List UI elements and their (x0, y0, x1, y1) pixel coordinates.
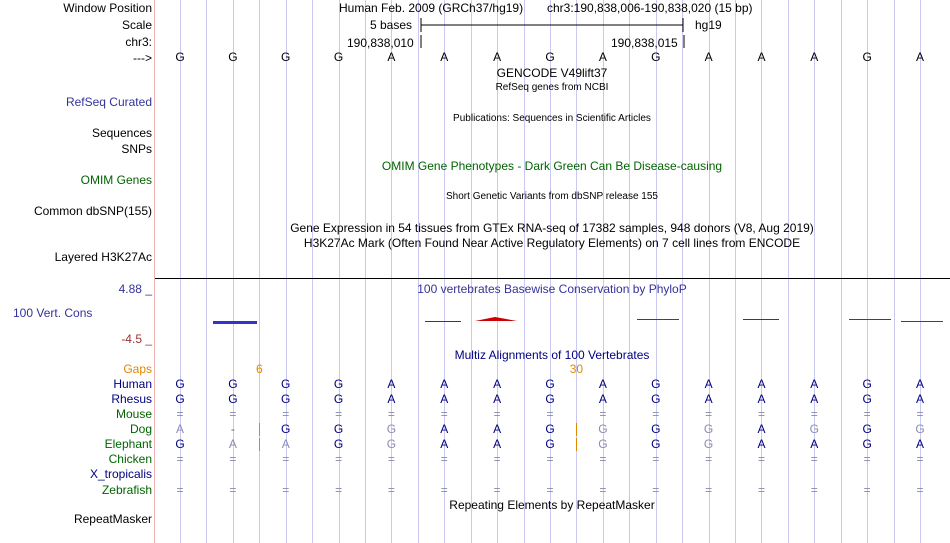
aligned-base: = (546, 452, 554, 466)
aligned-base: A (493, 392, 502, 406)
reference-base: G (333, 50, 344, 64)
gridline (735, 0, 736, 543)
aligned-base: A (387, 377, 396, 391)
reference-base: A (493, 50, 502, 64)
aligned-base: G (862, 392, 872, 406)
gridline (894, 0, 895, 543)
aligned-base: A (810, 437, 819, 451)
aligned-base: = (757, 407, 765, 421)
aligned-base: = (176, 452, 184, 466)
aligned-base: = (335, 407, 343, 421)
aligned-base: = (810, 483, 818, 497)
coord-left: 190,838,010 (347, 36, 414, 50)
species-label-mouse[interactable]: Mouse (115, 407, 152, 421)
reference-base: G (228, 50, 238, 64)
scale-label: Scale (121, 18, 152, 32)
reference-base: A (598, 50, 607, 64)
aligned-base: = (493, 407, 501, 421)
label-column-border (154, 0, 155, 543)
aligned-base: G (228, 377, 238, 391)
aligned-base: = (282, 452, 290, 466)
aligned-base: = (863, 483, 871, 497)
aligned-base: G (809, 422, 819, 436)
aligned-base: = (757, 483, 765, 497)
aligned-base: = (440, 452, 448, 466)
aligned-base: G (651, 392, 661, 406)
aligned-base: A (493, 437, 502, 451)
gap-insertion-mark (259, 438, 260, 451)
aligned-base: G (545, 392, 555, 406)
species-label-elephant[interactable]: Elephant (104, 437, 152, 451)
aligned-base: G (862, 422, 872, 436)
reference-base: A (916, 50, 925, 64)
gridline (259, 0, 260, 543)
position-readout: chr3:190,838,006-190,838,020 (15 bp) (547, 1, 753, 15)
refseq-track-title[interactable]: RefSeq genes from NCBI (495, 82, 609, 93)
aligned-base: A (704, 377, 713, 391)
aligned-base: G (333, 437, 344, 451)
phylop-track-label[interactable]: 100 Vert. Cons (13, 306, 93, 320)
aligned-base: G (281, 392, 291, 406)
coord-right-tick (681, 34, 687, 50)
aligned-base: A (493, 422, 502, 436)
phylop-max-label: 4.88 _ (118, 282, 152, 296)
aligned-base: - (230, 422, 235, 436)
aligned-base: = (493, 483, 501, 497)
aligned-base: A (440, 437, 449, 451)
gap-insertion-mark (576, 438, 577, 451)
aligned-base: = (810, 452, 818, 466)
gap-count: 6 (255, 362, 263, 376)
aligned-base: = (229, 483, 237, 497)
aligned-base: = (599, 452, 607, 466)
aligned-base: G (862, 437, 872, 451)
aligned-base: = (705, 407, 713, 421)
species-label-human[interactable]: Human (113, 377, 152, 391)
aligned-base: = (335, 452, 343, 466)
aligned-base: G (386, 437, 397, 451)
aligned-base: A (493, 377, 502, 391)
aligned-base: G (703, 422, 714, 436)
aligned-base: A (440, 392, 449, 406)
aligned-base: A (598, 377, 607, 391)
aligned-base: = (599, 483, 607, 497)
aligned-base: = (387, 407, 395, 421)
aligned-base: = (705, 483, 713, 497)
aligned-base: A (387, 392, 396, 406)
aligned-base: = (335, 483, 343, 497)
aligned-base: A (757, 392, 766, 406)
aligned-base: = (810, 407, 818, 421)
aligned-base: = (387, 483, 395, 497)
gap-insertion-mark (576, 423, 577, 436)
reference-base: A (704, 50, 713, 64)
gencode-track-title[interactable]: GENCODE V49lift37 (496, 66, 608, 80)
aligned-base: = (282, 407, 290, 421)
gtex-track-title[interactable]: Gene Expression in 54 tissues from GTEx RNA-seq of 17382 samples, 948 donors (V8, Aug 2019) (290, 221, 814, 235)
aligned-base: G (333, 422, 344, 436)
reference-base: A (440, 50, 449, 64)
gridline (206, 0, 207, 543)
aligned-base: A (598, 392, 607, 406)
species-label-chicken[interactable]: Chicken (108, 452, 152, 466)
aligned-base: A (175, 422, 184, 436)
aligned-base: G (862, 377, 872, 391)
aligned-base: G (333, 392, 344, 406)
aligned-base: = (599, 407, 607, 421)
omim-genes-label[interactable]: OMIM Genes (80, 173, 152, 187)
aligned-base: A (440, 377, 449, 391)
aligned-base: = (863, 407, 871, 421)
window-position-label: Window Position (63, 1, 152, 15)
gridline (312, 0, 313, 543)
aligned-base: = (440, 407, 448, 421)
omim-track-title[interactable]: OMIM Gene Phenotypes - Dark Green Can Be Disease-causing (381, 159, 723, 173)
aligned-base: A (757, 377, 766, 391)
aligned-base: A (757, 422, 766, 436)
aligned-base: = (757, 452, 765, 466)
strand-label: ---> (133, 51, 152, 65)
common-dbsnp-label[interactable]: Common dbSNP(155) (33, 204, 152, 218)
aligned-base: = (916, 407, 924, 421)
aligned-base: G (915, 422, 925, 436)
gridline (365, 0, 366, 543)
h3k27ac-track-title[interactable]: H3K27Ac Mark (Often Found Near Active Regulatory Elements) on 7 cell lines from ENCODE (303, 236, 801, 250)
reference-base: A (757, 50, 766, 64)
gaps-label[interactable]: Gaps (123, 362, 152, 376)
aligned-base: = (493, 452, 501, 466)
aligned-base: G (651, 377, 661, 391)
aligned-base: G (598, 437, 608, 451)
aligned-base: A (281, 437, 290, 451)
aligned-base: G (703, 437, 714, 451)
aligned-base: G (175, 377, 185, 391)
reference-base: G (175, 50, 185, 64)
sequences-label[interactable]: Sequences (91, 126, 152, 140)
aligned-base: = (440, 483, 448, 497)
aligned-base: G (333, 377, 344, 391)
assembly-short: hg19 (695, 18, 722, 32)
reference-base: G (862, 50, 872, 64)
reference-base: A (387, 50, 396, 64)
aligned-base: A (440, 422, 449, 436)
aligned-base: A (916, 392, 925, 406)
coord-left-tick (418, 34, 424, 50)
aligned-base: G (598, 422, 608, 436)
aligned-base: G (281, 377, 291, 391)
aligned-base: G (545, 437, 555, 451)
aligned-base: = (176, 407, 184, 421)
aligned-base: = (652, 407, 660, 421)
aligned-base: G (545, 377, 555, 391)
aligned-base: = (652, 483, 660, 497)
aligned-base: = (916, 452, 924, 466)
aligned-base: G (175, 392, 185, 406)
repeatmasker-label[interactable]: RepeatMasker (73, 512, 152, 526)
aligned-base: A (810, 377, 819, 391)
gridline (629, 0, 630, 543)
gridline (788, 0, 789, 543)
aligned-base: = (916, 483, 924, 497)
aligned-base: A (704, 392, 713, 406)
gridline (418, 0, 419, 543)
aligned-base: = (282, 483, 290, 497)
aligned-base: = (705, 452, 713, 466)
dbsnp-track-title[interactable]: Short Genetic Variants from dbSNP release 155 (446, 191, 658, 202)
phylop-min-label: -4.5 _ (121, 332, 152, 346)
chrom-label: chr3: (125, 35, 152, 49)
aligned-base: G (386, 422, 397, 436)
aligned-base: A (916, 437, 925, 451)
aligned-base: A (810, 392, 819, 406)
aligned-base: G (651, 422, 661, 436)
aligned-base: G (281, 422, 291, 436)
layered-h3k27ac-label[interactable]: Layered H3K27Ac (54, 250, 152, 264)
gap-insertion-mark (259, 423, 260, 436)
track-divider (155, 278, 950, 279)
aligned-base: G (228, 392, 238, 406)
aligned-base: A (757, 437, 766, 451)
reference-base: G (545, 50, 555, 64)
species-label-x-tropicalis[interactable]: X_tropicalis (89, 467, 152, 481)
species-label-zebrafish[interactable]: Zebrafish (101, 483, 152, 497)
gap-count: 30 (569, 362, 584, 376)
aligned-base: = (863, 452, 871, 466)
aligned-base: G (175, 437, 185, 451)
gridline (682, 0, 683, 543)
snps-label[interactable]: SNPs (121, 142, 152, 156)
aligned-base: = (546, 407, 554, 421)
publications-track-title[interactable]: Publications: Sequences in Scientific Articles (453, 113, 651, 124)
gridline (841, 0, 842, 543)
aligned-base: = (229, 407, 237, 421)
reference-base: G (281, 50, 291, 64)
aligned-base: A (916, 377, 925, 391)
aligned-base: A (228, 437, 237, 451)
assembly-title: Human Feb. 2009 (GRCh37/hg19) (339, 1, 524, 15)
species-label-rhesus[interactable]: Rhesus (111, 392, 152, 406)
refseq-curated-label[interactable]: RefSeq Curated (65, 95, 152, 109)
aligned-base: = (387, 452, 395, 466)
scale-bar (418, 16, 688, 34)
reference-base: A (810, 50, 819, 64)
aligned-base: G (651, 437, 661, 451)
coord-right: 190,838,015 (611, 36, 678, 50)
reference-base: G (651, 50, 661, 64)
phylop-signal (155, 312, 950, 328)
gridline (471, 0, 472, 543)
repeatmasker-track-title[interactable]: Repeating Elements by RepeatMasker (449, 498, 655, 512)
multiz-track-title[interactable]: Multiz Alignments of 100 Vertebrates (454, 348, 650, 362)
aligned-base: = (229, 452, 237, 466)
scale-text: 5 bases (370, 18, 413, 32)
aligned-base: G (545, 422, 555, 436)
aligned-base: = (546, 483, 554, 497)
species-label-dog[interactable]: Dog (129, 422, 152, 436)
aligned-base: = (652, 452, 660, 466)
aligned-base: = (176, 483, 184, 497)
phylop-track-title[interactable]: 100 vertebrates Basewise Conservation by PhyloP (417, 282, 687, 296)
